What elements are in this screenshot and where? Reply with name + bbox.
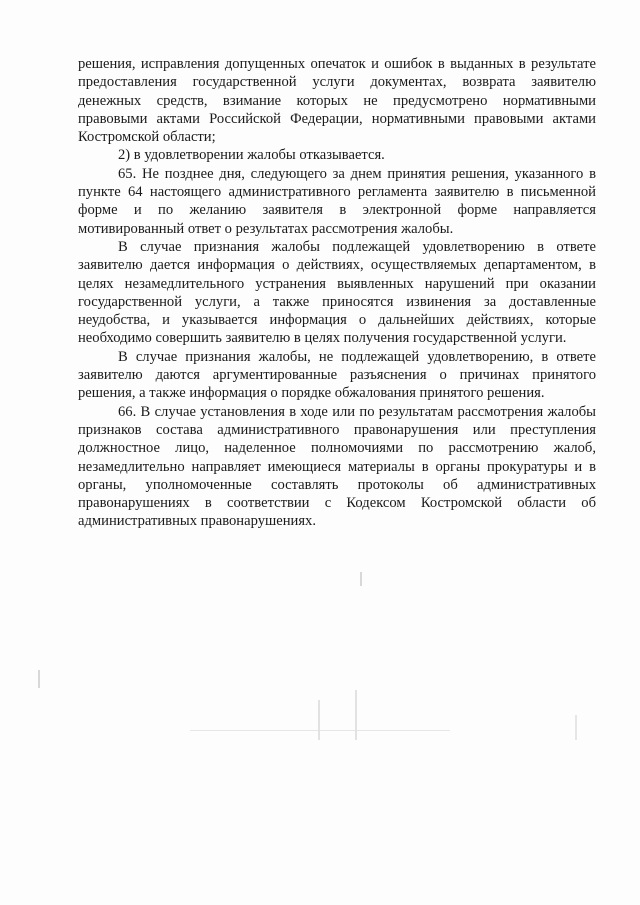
paragraph-rejected-complaint: В случае признания жалобы, не подлежащей удовлетворению, в ответе заявителю даются аргументированные разъяснения о причинах принятого решения, а также информация о порядке обжалования принятого решения. — [78, 348, 596, 402]
paragraph-65: 65. Не позднее дня, следующего за днем принятия решения, указанного в пункте 64 настоящего административного регламента заявителю в письменной форме и по желанию заявителя в электронной форме направляется мотивированный ответ о результатах рассмотрения жалобы. — [78, 165, 596, 237]
paragraph-satisfied-complaint: В случае признания жалобы подлежащей удовлетворению в ответе заявителю дается информация о действиях, осуществляемых департаментом, в целях незамедлительного устранения выявленных нарушений при оказании государственной услуги, а также приносятся извинения за доставленные неудобства, и указывается информация о дальнейших действиях, которые необходимо совершить заявителю в целях получения государственной услуги. — [78, 238, 596, 347]
paragraph-item-2: 2) в удовлетворении жалобы отказывается. — [118, 147, 385, 164]
scan-artifact — [190, 730, 450, 731]
scan-artifact — [355, 690, 357, 740]
paragraph-continuation: решения, исправления допущенных опечаток и ошибок в выданных в результате предоставления государственной услуги документах, возврата заявителю денежных средств, взимание которых не предусмотрено нормативными правовыми актами Российской Федерации, нормативными правовыми актами Костромской области; — [78, 56, 596, 146]
document-body — [78, 55, 596, 531]
scan-artifact — [360, 572, 362, 586]
scan-artifact — [575, 715, 577, 740]
paragraph-66: 66. В случае установления в ходе или по результатам рассмотрения жалобы признаков состава административного правонарушения или преступления должностное лицо, наделенное полномочиями по рассмотрению жалоб, незамедлительно направляет имеющиеся материалы в органы прокуратуры и в органы, уполномоченные составлять протоколы об административных правонарушениях в соответствии с Кодексом Костромской области об административных правонарушениях. — [78, 403, 596, 530]
scan-artifact — [318, 700, 320, 740]
scan-artifact — [38, 670, 40, 688]
